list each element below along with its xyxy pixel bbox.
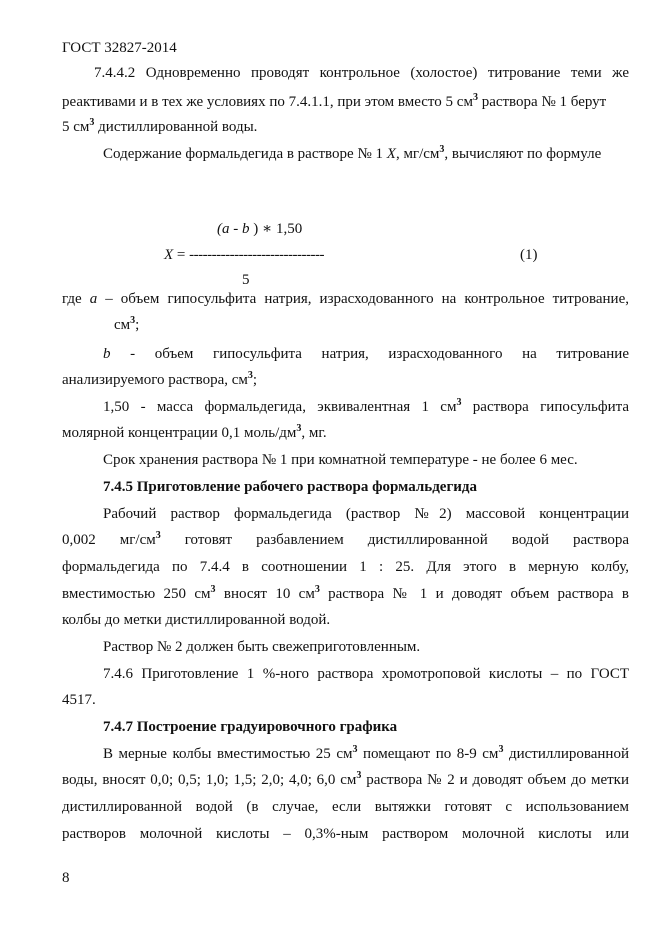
storage-line: Срок хранения раствора № 1 при комнатной температуре - не более 6 мес. [103,452,578,468]
section-7-4-7-line-2: воды, вносят 0,0; 0,5; 1,0; 1,5; 2,0; 4,0; 6,0 $см^3$ раствора № 2 и доводят объем до метки [62,770,630,788]
page-number: 8 [62,870,70,886]
section-7-4-5-line-5: колбы до метки дистиллированной водой. [62,612,331,628]
section-7-4-5-line-3: формальдегида по 7.4.4 в соотношении 1 : 25. Для этого в мерную колбу, [62,559,629,575]
section-7-4-5-line-2: 0,002 $мг/см^3$ готовят разбавлением дистиллированной водой раствора [62,530,630,548]
clause-7-4-4-2-line-3: 5 $см^3$ дистиллированной воды. [62,117,258,135]
formula-denominator: 5 [242,272,250,288]
content-sentence: Содержание формальдегида в растворе № 1 X, $мг/см^3$, вычисляют по формуле [103,144,602,162]
section-7-4-5-heading: 7.4.5 Приготовление рабочего раствора формальдегида [103,479,478,495]
section-7-4-7-line-3: дистиллированной водой (в случае, если вытяжки готовят с использованием [62,799,629,815]
where-c-line-1: 1,50 - масса формальдегида, эквивалентная 1 $см^3$ раствора гипосульфита [103,397,629,415]
section-7-4-5-line-6: Раствор № 2 должен быть свежеприготовленным. [103,639,421,655]
clause-7-4-4-2-line-2: реактивами и в тех же условиях по 7.4.1.1, при этом вместо 5 $см^3$ раствора № 1 берут [62,92,607,110]
section-7-4-5-line-4: вместимостью 250 $см^3$ вносят 10 $см^3$ раствора № 1 и доводят объем раствора в [62,584,629,602]
document-header: ГОСТ 32827-2014 [62,40,177,56]
formula-lhs: X = ------------------------------ [164,247,324,263]
section-7-4-7-line-4: растворов молочной кислоты – 0,3%-ным раствором молочной кислоты или [62,826,629,842]
section-7-4-5-line-1: Рабочий раствор формальдегида (раствор №2) массовой концентрации [103,506,629,522]
section-7-4-6-line-1: 7.4.6 Приготовление 1 %-ного раствора хромотроповой кислоты – по ГОСТ [103,666,629,682]
section-7-4-7-heading: 7.4.7 Построение градуировочного графика [103,719,398,735]
where-b-line-1: b - объем гипосульфита натрия, израсходованного на титрование [103,346,629,362]
where-c-line-2: молярной концентрации 0,1 моль/$дм^3$, мг. [62,423,327,441]
where-a-line-2: $см^3$; [114,315,140,333]
formula-number: (1) [520,247,538,263]
formula-numerator: (a - b ) ∗ 1,50 [217,221,303,237]
where-a-line-1: где a – объем гипосульфита натрия, израсходованного на контрольное титрование, [62,291,629,307]
where-b-line-2: анализируемого раствора, $см^3$; [62,370,258,388]
section-7-4-7-line-1: В мерные колбы вместимостью 25 $см^3$ помещают по 8-9 $см^3$ дистиллированной [103,744,629,762]
section-7-4-6-line-2: 4517. [62,692,96,708]
clause-7-4-4-2-line-1: 7.4.4.2 Одновременно проводят контрольное (холостое) титрование теми же [94,65,629,81]
